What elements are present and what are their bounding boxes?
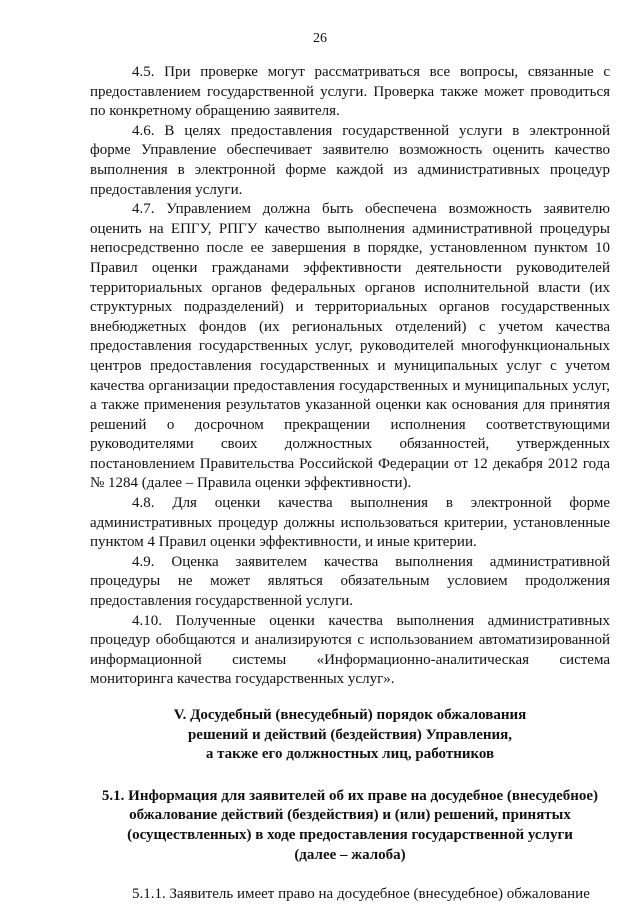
paragraph-4-5: 4.5. При проверке могут рассматриваться все вопросы, связанные с предоставлением государственной услуги. Проверка также может проводиться по конкретному обращению заявителя.	[90, 64, 610, 120]
paragraph-4-10: 4.10. Полученные оценки качества выполнения административных процедур обобщаются и анализируются с использованием автоматизированной информационной системы «Информационно-аналитическая система мониторинга качества государственных услуг».	[90, 612, 610, 688]
paragraph-5-1-1: 5.1.1. Заявитель имеет право на досудебное (внесудебное) обжалование	[132, 886, 590, 903]
paragraph-4-8: 4.8. Для оценки качества выполнения в электронной форме административных процедур должны использоваться критерии, установленные пунктом 4 Правил оценки эффективности, и иные критерии.	[90, 495, 610, 551]
section-5-1-heading-line: 5.1. Информация для заявителей об их праве на досудебное (внесудебное)	[101, 787, 599, 804]
section-5-1-heading-line: (далее – жалоба)	[294, 846, 406, 863]
section-v-heading-line: V. Досудебный (внесудебный) порядок обжалования	[173, 707, 527, 723]
section-5-1-heading	[90, 787, 610, 865]
paragraph-4-7: 4.7. Управлением должна быть обеспечена возможность заявителю оценить на ЕПГУ, РПГУ качество выполнения административной процедуры непосредственно после ее завершения в порядке, установленном пунктом 10 Правил оценки гражданами эффективности деятельности руководителей территориальных органов федеральных органов исполнительной власти (их структурных подразделений) и территориальных органов государственных внебюджетных фондов (их региональных отделений) с учетом качества предоставления государственных услуг, руководителей многофункциональных центров предоставления государственных и муниципальных услуг с учетом качества организации предоставления государственных и муниципальных услуг, а также применения результатов указанной оценки как основания для принятия решений о досрочном прекращении исполнения соответствующими руководителями своих должностных обязанностей, утвержденных постановлением Правительства Российской Федерации от 12 декабря 2012 года № 1284 (далее – Правила оценки эффективности).	[90, 201, 610, 492]
section-v-heading	[90, 706, 610, 765]
paragraph-4-6: 4.6. В целях предоставления государственной услуги в электронной форме Управление обеспечивает заявителю возможность оценить качество выполнения в электронной форме каждой из административных процедур предоставления услуги.	[90, 122, 610, 198]
document-body	[90, 63, 610, 905]
section-5-1-heading-line: обжалование действий (бездействия) и (или) решений, принятых	[129, 807, 571, 824]
section-5-1-heading-line: (осуществленных) в ходе предоставления государственной услуги	[127, 826, 573, 843]
section-v-heading-line: решений и действий (бездействия) Управления,	[187, 726, 513, 743]
page-number: 26	[313, 31, 327, 46]
paragraph-4-9: 4.9. Оценка заявителем качества выполнения административной процедуры не может являться обязательным условием продолжения предоставления государственной услуги.	[90, 553, 610, 610]
section-v-heading-line: а также его должностных лиц, работников	[205, 746, 495, 763]
